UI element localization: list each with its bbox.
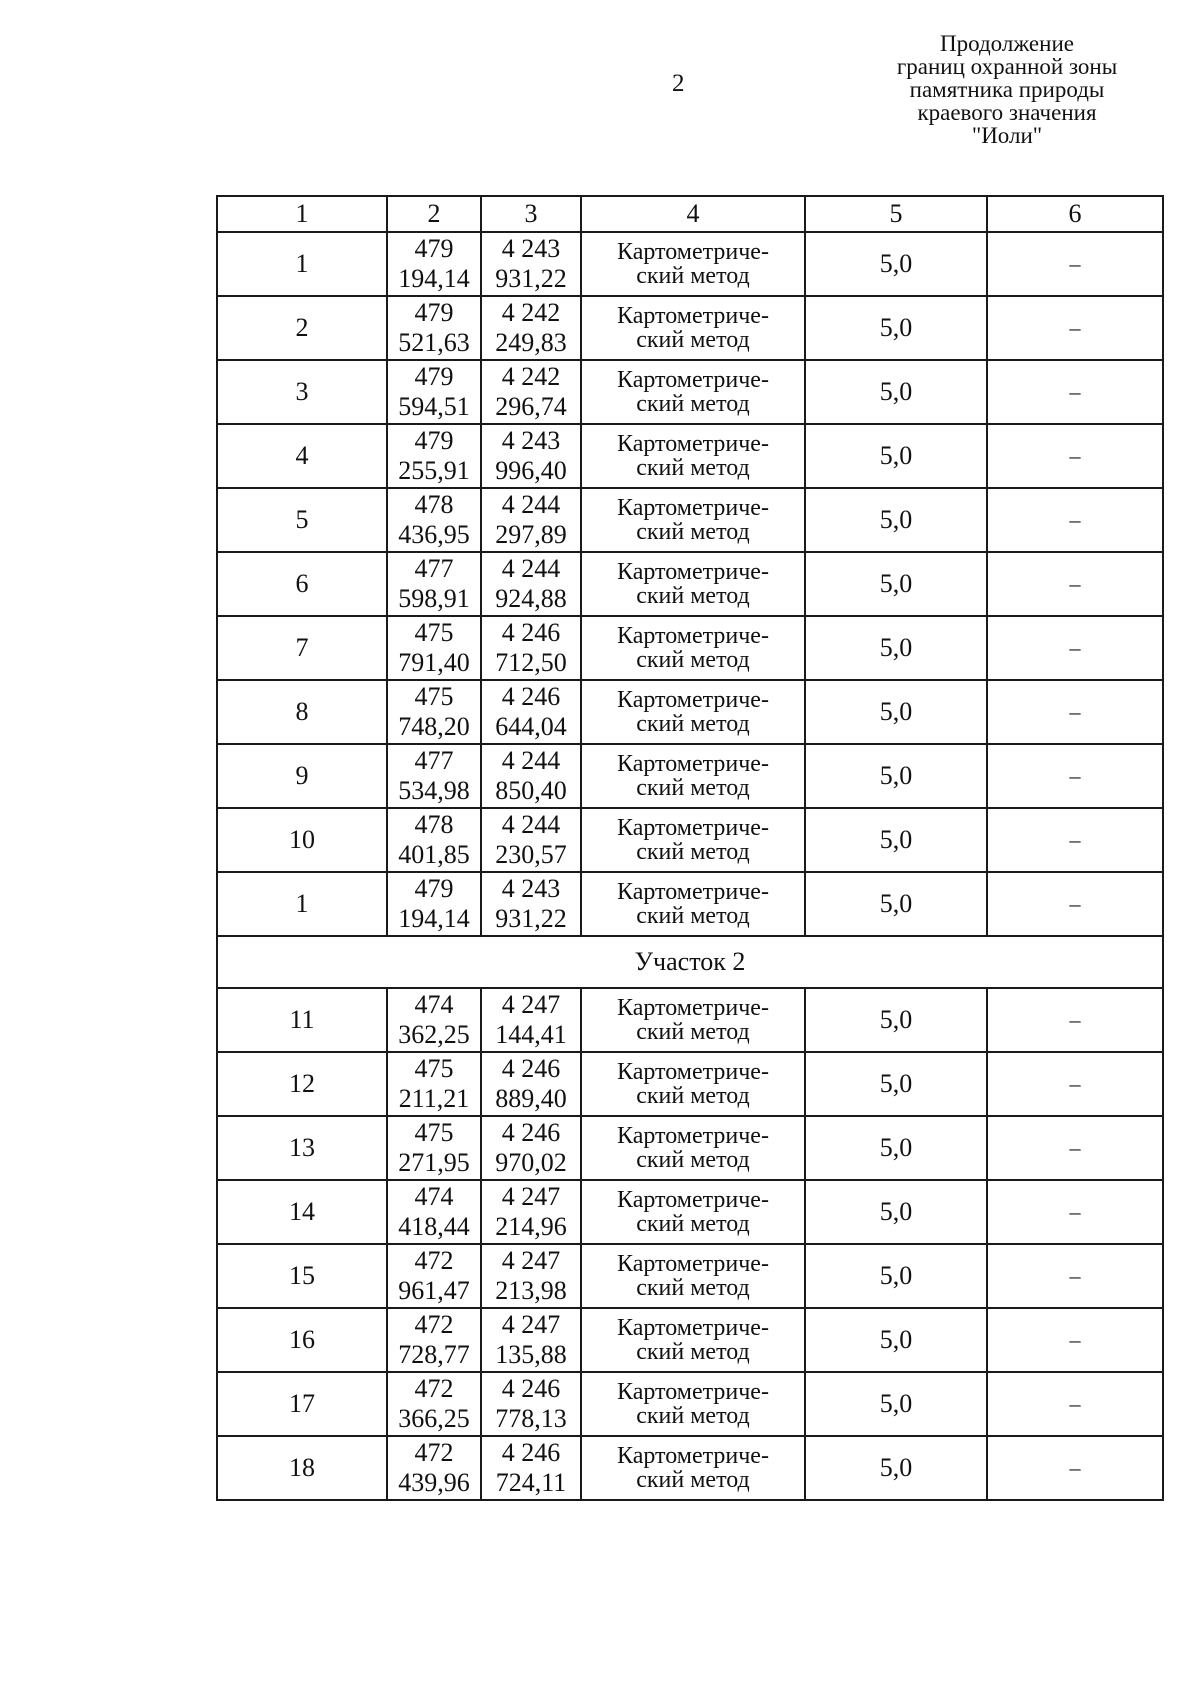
method-text-line: Картометриче- [617, 1315, 769, 1341]
x-coordinate-part: 478 [414, 810, 454, 839]
x-coordinate-part: 255,91 [398, 456, 470, 485]
x-coordinate-cell [387, 1244, 481, 1308]
note-cell: – [987, 616, 1163, 680]
method-text-line: Картометриче- [617, 559, 769, 585]
note-cell: – [987, 424, 1163, 488]
x-coordinate-part: 472 [414, 1310, 454, 1339]
x-coordinate-cell [387, 680, 481, 744]
point-number-cell: 5 [217, 488, 387, 552]
y-coordinate-part: 724,11 [495, 1468, 567, 1497]
y-coordinate-part: 4 247 [501, 1182, 561, 1211]
x-coordinate-part: 479 [414, 362, 454, 391]
method-text-line: ский метод [636, 519, 750, 545]
y-coordinate-part: 4 244 [501, 490, 561, 519]
x-coordinate-cell [387, 1308, 481, 1372]
y-coordinate-cell [481, 1436, 581, 1500]
header-line: границ охранной зоны [896, 54, 1118, 79]
y-coordinate-part: 4 246 [501, 682, 561, 711]
y-coordinate-part: 4 246 [501, 1374, 561, 1403]
method-text-line: Картометриче- [617, 751, 769, 777]
method-text-line: ский метод [636, 1083, 750, 1109]
method-text-line: Картометриче- [617, 367, 769, 393]
method-cell [581, 1244, 805, 1308]
method-cell [581, 808, 805, 872]
method-cell [581, 1180, 805, 1244]
accuracy-cell: 5,0 [805, 424, 987, 488]
note-cell: – [987, 1180, 1163, 1244]
method-text-line: ский метод [636, 1019, 750, 1045]
y-coordinate-part: 970,02 [495, 1148, 567, 1177]
section-header-row [217, 936, 1163, 988]
point-number-cell: 6 [217, 552, 387, 616]
x-coordinate-part: 479 [414, 874, 454, 903]
method-text-line: Картометриче- [617, 623, 769, 649]
x-coordinate-part: 479 [414, 234, 454, 263]
y-coordinate-part: 850,40 [495, 776, 567, 805]
method-text-line: Картометриче- [617, 815, 769, 841]
y-coordinate-part: 924,88 [495, 584, 567, 613]
x-coordinate-part: 436,95 [398, 520, 470, 549]
document-header [862, 32, 1152, 147]
point-number-cell: 4 [217, 424, 387, 488]
method-cell [581, 872, 805, 936]
method-text-line: ский метод [636, 583, 750, 609]
method-cell [581, 1308, 805, 1372]
x-coordinate-cell [387, 1052, 481, 1116]
note-cell: – [987, 1372, 1163, 1436]
method-text-line: ский метод [636, 647, 750, 673]
x-coordinate-cell [387, 808, 481, 872]
y-coordinate-part: 4 244 [501, 746, 561, 775]
y-coordinate-part: 4 242 [501, 362, 561, 391]
point-number-cell: 8 [217, 680, 387, 744]
y-coordinate-part: 644,04 [495, 712, 567, 741]
x-coordinate-part: 475 [414, 682, 454, 711]
x-coordinate-part: 477 [414, 554, 454, 583]
method-cell [581, 296, 805, 360]
header-line: Продолжение [940, 31, 1074, 56]
accuracy-cell: 5,0 [805, 808, 987, 872]
accuracy-cell: 5,0 [805, 744, 987, 808]
x-coordinate-cell [387, 1372, 481, 1436]
y-coordinate-part: 4 247 [501, 1246, 561, 1275]
x-coordinate-part: 521,63 [398, 328, 470, 357]
y-coordinate-part: 4 242 [501, 298, 561, 327]
method-text-line: Картометриче- [617, 1443, 769, 1469]
column-number-cell: 5 [805, 196, 987, 232]
method-text-line: Картометриче- [617, 1059, 769, 1085]
x-coordinate-cell [387, 988, 481, 1052]
x-coordinate-part: 598,91 [398, 584, 470, 613]
note-cell: – [987, 1052, 1163, 1116]
method-cell [581, 424, 805, 488]
x-coordinate-part: 748,20 [398, 712, 470, 741]
y-coordinate-part: 4 243 [501, 874, 561, 903]
method-text-line: Картометриче- [617, 1123, 769, 1149]
y-coordinate-part: 144,41 [495, 1020, 567, 1049]
y-coordinate-cell [481, 744, 581, 808]
x-coordinate-part: 472 [414, 1438, 454, 1467]
x-coordinate-part: 475 [414, 618, 454, 647]
y-coordinate-part: 4 246 [501, 618, 561, 647]
y-coordinate-cell [481, 1308, 581, 1372]
y-coordinate-cell [481, 1372, 581, 1436]
method-text-line: ский метод [636, 775, 750, 801]
note-cell: – [987, 808, 1163, 872]
y-coordinate-part: 249,83 [495, 328, 567, 357]
x-coordinate-part: 479 [414, 426, 454, 455]
method-cell [581, 232, 805, 296]
y-coordinate-cell [481, 1116, 581, 1180]
method-cell [581, 988, 805, 1052]
note-cell: – [987, 488, 1163, 552]
method-text-line: Картометриче- [617, 1379, 769, 1405]
method-text-line: ский метод [636, 391, 750, 417]
method-text-line: ский метод [636, 711, 750, 737]
point-number-cell: 14 [217, 1180, 387, 1244]
table-row [217, 1180, 1163, 1244]
x-coordinate-part: 475 [414, 1118, 454, 1147]
table-body [217, 196, 1163, 1500]
point-number-cell: 2 [217, 296, 387, 360]
table-row [217, 1308, 1163, 1372]
header-line: "Иоли" [971, 123, 1043, 148]
y-coordinate-part: 4 247 [501, 990, 561, 1019]
x-coordinate-part: 478 [414, 490, 454, 519]
accuracy-cell: 5,0 [805, 680, 987, 744]
y-coordinate-part: 778,13 [495, 1404, 567, 1433]
table-row [217, 808, 1163, 872]
table-row [217, 552, 1163, 616]
column-number-cell: 4 [581, 196, 805, 232]
table-row [217, 1372, 1163, 1436]
method-text-line: Картометриче- [617, 879, 769, 905]
x-coordinate-cell [387, 296, 481, 360]
x-coordinate-part: 477 [414, 746, 454, 775]
y-coordinate-cell [481, 616, 581, 680]
y-coordinate-cell [481, 680, 581, 744]
y-coordinate-cell [481, 360, 581, 424]
method-text-line: Картометриче- [617, 239, 769, 265]
method-text-line: Картометриче- [617, 687, 769, 713]
x-coordinate-part: 401,85 [398, 840, 470, 869]
x-coordinate-cell [387, 360, 481, 424]
accuracy-cell: 5,0 [805, 872, 987, 936]
method-cell [581, 552, 805, 616]
y-coordinate-part: 297,89 [495, 520, 567, 549]
accuracy-cell: 5,0 [805, 1308, 987, 1372]
y-coordinate-part: 213,98 [495, 1276, 567, 1305]
method-text-line: ский метод [636, 1147, 750, 1173]
method-text-line: ский метод [636, 903, 750, 929]
coordinates-table [216, 195, 1164, 1501]
table-row [217, 1436, 1163, 1500]
x-coordinate-part: 418,44 [398, 1212, 470, 1241]
x-coordinate-part: 791,40 [398, 648, 470, 677]
y-coordinate-part: 4 246 [501, 1054, 561, 1083]
method-cell [581, 360, 805, 424]
y-coordinate-cell [481, 488, 581, 552]
method-text-line: ский метод [636, 455, 750, 481]
note-cell: – [987, 1244, 1163, 1308]
method-text-line: Картометриче- [617, 1251, 769, 1277]
x-coordinate-part: 475 [414, 1054, 454, 1083]
y-coordinate-cell [481, 1180, 581, 1244]
x-coordinate-part: 474 [414, 1182, 454, 1211]
y-coordinate-part: 889,40 [495, 1084, 567, 1113]
y-coordinate-cell [481, 1244, 581, 1308]
x-coordinate-part: 728,77 [398, 1340, 470, 1369]
accuracy-cell: 5,0 [805, 488, 987, 552]
y-coordinate-part: 4 247 [501, 1310, 561, 1339]
point-number-cell: 7 [217, 616, 387, 680]
point-number-cell: 13 [217, 1116, 387, 1180]
table-row [217, 488, 1163, 552]
x-coordinate-cell [387, 872, 481, 936]
accuracy-cell: 5,0 [805, 988, 987, 1052]
accuracy-cell: 5,0 [805, 1372, 987, 1436]
x-coordinate-part: 194,14 [398, 264, 470, 293]
note-cell: – [987, 552, 1163, 616]
header-line: краевого значения [917, 100, 1097, 125]
point-number-cell: 3 [217, 360, 387, 424]
accuracy-cell: 5,0 [805, 1436, 987, 1500]
y-coordinate-cell [481, 872, 581, 936]
table-row [217, 988, 1163, 1052]
point-number-cell: 1 [217, 232, 387, 296]
accuracy-cell: 5,0 [805, 232, 987, 296]
point-number-cell: 1 [217, 872, 387, 936]
point-number-cell: 12 [217, 1052, 387, 1116]
x-coordinate-cell [387, 232, 481, 296]
method-cell [581, 680, 805, 744]
y-coordinate-part: 296,74 [495, 392, 567, 421]
x-coordinate-cell [387, 1436, 481, 1500]
method-text-line: Картометриче- [617, 303, 769, 329]
y-coordinate-part: 4 244 [501, 810, 561, 839]
x-coordinate-part: 472 [414, 1246, 454, 1275]
accuracy-cell: 5,0 [805, 1180, 987, 1244]
accuracy-cell: 5,0 [805, 1244, 987, 1308]
y-coordinate-part: 931,22 [495, 264, 567, 293]
method-text-line: ский метод [636, 1339, 750, 1365]
table-row [217, 1116, 1163, 1180]
y-coordinate-part: 4 246 [501, 1118, 561, 1147]
x-coordinate-cell [387, 1116, 481, 1180]
note-cell: – [987, 1308, 1163, 1372]
accuracy-cell: 5,0 [805, 616, 987, 680]
point-number-cell: 15 [217, 1244, 387, 1308]
x-coordinate-part: 194,14 [398, 904, 470, 933]
x-coordinate-cell [387, 1180, 481, 1244]
point-number-cell: 9 [217, 744, 387, 808]
note-cell: – [987, 680, 1163, 744]
table-row [217, 360, 1163, 424]
method-text-line: ский метод [636, 839, 750, 865]
method-text-line: ский метод [636, 263, 750, 289]
accuracy-cell: 5,0 [805, 296, 987, 360]
x-coordinate-part: 271,95 [398, 1148, 470, 1177]
method-text-line: ский метод [636, 1467, 750, 1493]
y-coordinate-part: 4 244 [501, 554, 561, 583]
x-coordinate-part: 534,98 [398, 776, 470, 805]
table-row [217, 1052, 1163, 1116]
method-text-line: ский метод [636, 1211, 750, 1237]
x-coordinate-part: 439,96 [398, 1468, 470, 1497]
x-coordinate-cell [387, 744, 481, 808]
note-cell: – [987, 232, 1163, 296]
table-row [217, 424, 1163, 488]
x-coordinate-part: 479 [414, 298, 454, 327]
table-row [217, 744, 1163, 808]
point-number-cell: 17 [217, 1372, 387, 1436]
method-cell [581, 488, 805, 552]
column-number-cell: 1 [217, 196, 387, 232]
y-coordinate-part: 4 243 [501, 234, 561, 263]
column-number-cell: 6 [987, 196, 1163, 232]
method-text-line: Картометриче- [617, 995, 769, 1021]
table-row [217, 680, 1163, 744]
accuracy-cell: 5,0 [805, 552, 987, 616]
accuracy-cell: 5,0 [805, 1052, 987, 1116]
y-coordinate-cell [481, 808, 581, 872]
x-coordinate-cell [387, 552, 481, 616]
method-text-line: ский метод [636, 327, 750, 353]
y-coordinate-part: 712,50 [495, 648, 567, 677]
method-text-line: ский метод [636, 1275, 750, 1301]
point-number-cell: 16 [217, 1308, 387, 1372]
y-coordinate-cell [481, 296, 581, 360]
x-coordinate-cell [387, 424, 481, 488]
note-cell: – [987, 988, 1163, 1052]
table-row [217, 232, 1163, 296]
y-coordinate-part: 135,88 [495, 1340, 567, 1369]
method-text-line: ский метод [636, 1403, 750, 1429]
x-coordinate-part: 472 [414, 1374, 454, 1403]
x-coordinate-cell [387, 616, 481, 680]
y-coordinate-cell [481, 552, 581, 616]
method-cell [581, 1052, 805, 1116]
column-number-cell: 3 [481, 196, 581, 232]
x-coordinate-part: 362,25 [398, 1020, 470, 1049]
y-coordinate-cell [481, 1052, 581, 1116]
y-coordinate-cell [481, 232, 581, 296]
y-coordinate-part: 996,40 [495, 456, 567, 485]
x-coordinate-part: 366,25 [398, 1404, 470, 1433]
method-cell [581, 744, 805, 808]
point-number-cell: 10 [217, 808, 387, 872]
x-coordinate-cell [387, 488, 481, 552]
point-number-cell: 11 [217, 988, 387, 1052]
x-coordinate-part: 211,21 [398, 1084, 470, 1113]
column-number-cell: 2 [387, 196, 481, 232]
y-coordinate-cell [481, 988, 581, 1052]
y-coordinate-part: 931,22 [495, 904, 567, 933]
method-cell [581, 616, 805, 680]
method-cell [581, 1436, 805, 1500]
y-coordinate-part: 214,96 [495, 1212, 567, 1241]
point-number-cell: 18 [217, 1436, 387, 1500]
accuracy-cell: 5,0 [805, 360, 987, 424]
y-coordinate-cell [481, 424, 581, 488]
y-coordinate-part: 4 246 [501, 1438, 561, 1467]
x-coordinate-part: 594,51 [398, 392, 470, 421]
table-row [217, 616, 1163, 680]
method-text-line: Картометриче- [617, 1187, 769, 1213]
note-cell: – [987, 872, 1163, 936]
page-number: 2 [672, 70, 685, 97]
x-coordinate-part: 961,47 [398, 1276, 470, 1305]
section-title: Участок 2 [217, 936, 1163, 988]
table-row [217, 1244, 1163, 1308]
y-coordinate-part: 230,57 [495, 840, 567, 869]
note-cell: – [987, 1116, 1163, 1180]
header-line: памятника природы [909, 77, 1105, 102]
table-row [217, 296, 1163, 360]
y-coordinate-part: 4 243 [501, 426, 561, 455]
method-text-line: Картометриче- [617, 495, 769, 521]
method-cell [581, 1116, 805, 1180]
accuracy-cell: 5,0 [805, 1116, 987, 1180]
note-cell: – [987, 744, 1163, 808]
x-coordinate-part: 474 [414, 990, 454, 1019]
note-cell: – [987, 1436, 1163, 1500]
method-text-line: Картометриче- [617, 431, 769, 457]
table-row [217, 872, 1163, 936]
note-cell: – [987, 296, 1163, 360]
note-cell: – [987, 360, 1163, 424]
column-number-row [217, 196, 1163, 232]
method-cell [581, 1372, 805, 1436]
